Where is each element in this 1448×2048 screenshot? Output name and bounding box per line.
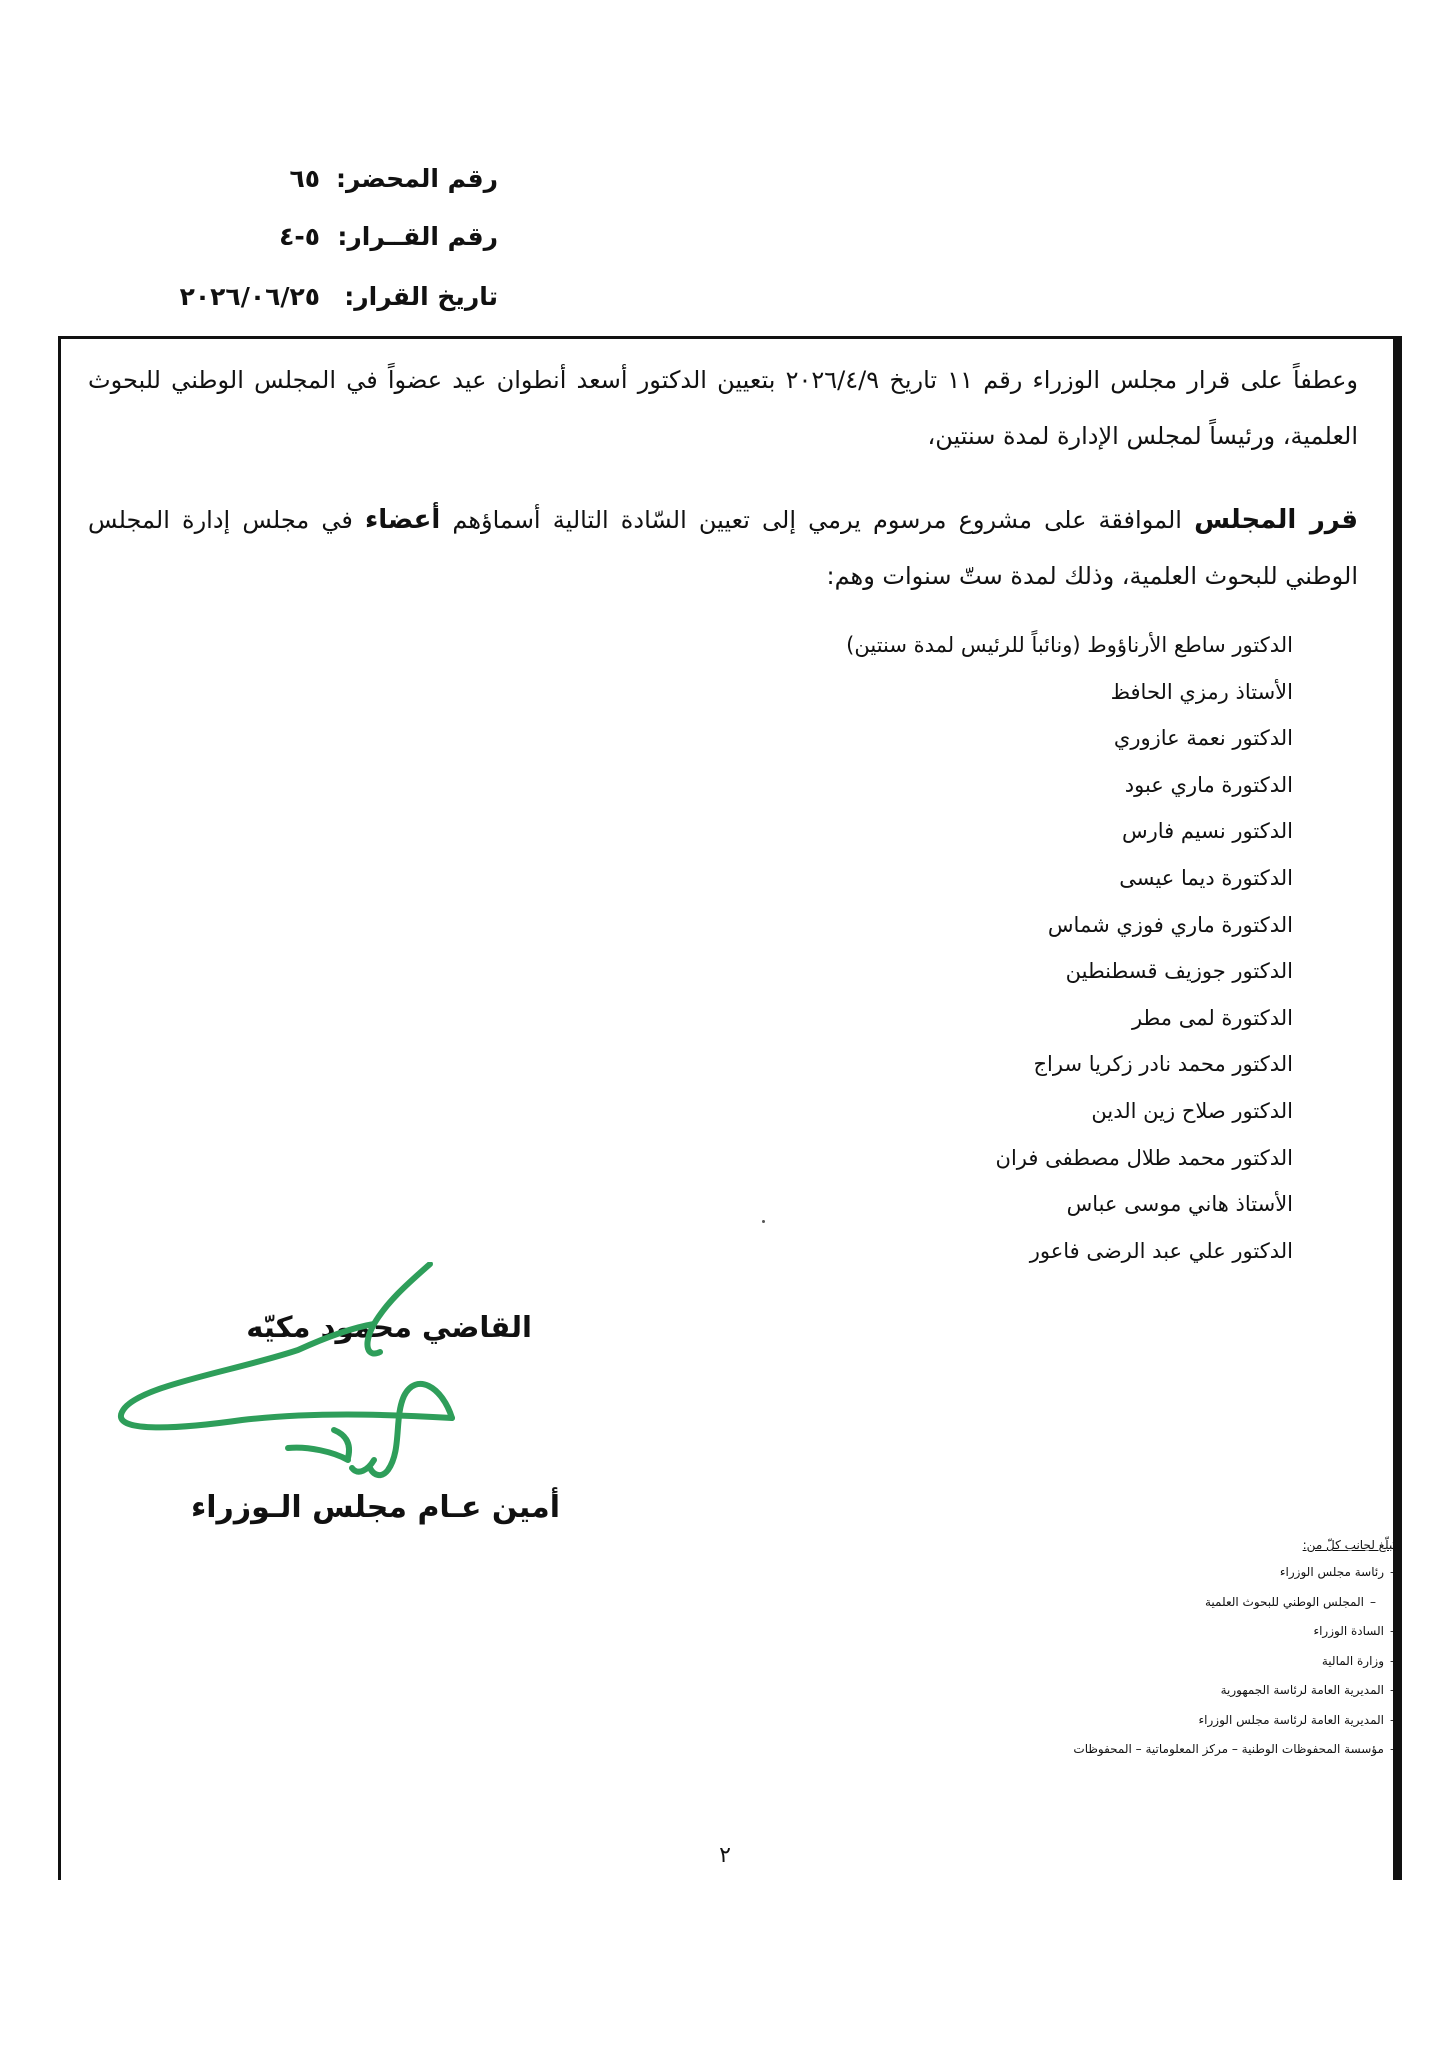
member-item: الدكتور جوزيف قسطنطين bbox=[1065, 959, 1293, 984]
member-item: الدكتور محمد نادر زكريا سراج bbox=[1033, 1052, 1293, 1077]
distribution-item-text: المديرية العامة لرئاسة الجمهورية bbox=[1220, 1683, 1384, 1697]
distribution-list bbox=[976, 1532, 1396, 1765]
member-item: الدكتور صلاح زين الدين bbox=[1091, 1098, 1293, 1123]
dash-glyph: – bbox=[1390, 1624, 1396, 1638]
dash-glyph: – bbox=[1390, 1683, 1396, 1697]
member-item: الدكتورة لمى مطر bbox=[1131, 1005, 1293, 1030]
recital-paragraph bbox=[88, 352, 1358, 464]
handwritten-signature bbox=[112, 1262, 552, 1482]
dash-glyph: – bbox=[1390, 1712, 1396, 1727]
decision-number-label: رقم القــرار: bbox=[337, 221, 498, 251]
member-item: الدكتور نعمة عازوري bbox=[1113, 726, 1293, 751]
member-item: الدكتور ساطع الأرناؤوط (ونائباً للرئيس لمدة سنتين) bbox=[846, 633, 1293, 657]
distribution-heading: يُبلّغ لجانب كلّ من: bbox=[1302, 1538, 1396, 1552]
signatory-name: القاضي محمود مكيّه bbox=[246, 1310, 532, 1344]
member-item: الدكتور نسيم فارس bbox=[1121, 819, 1293, 844]
member-item: الأستاذ هاني موسى عباس bbox=[1066, 1192, 1293, 1217]
distribution-item bbox=[976, 1735, 1396, 1765]
member-item: الدكتور محمد طلال مصطفى فران bbox=[995, 1145, 1293, 1170]
decision-date-row bbox=[98, 276, 498, 316]
distribution-item-text: مؤسسة المحفوظات الوطنية – مركز المعلوماتية – المحفوظات bbox=[1073, 1742, 1384, 1756]
decision-bold-word: أعضاء bbox=[364, 505, 441, 535]
distribution-item bbox=[976, 1588, 1396, 1618]
decision-text-part1: الموافقة على مشروع مرسوم يرمي إلى تعيين السّادة التالية أسماؤهم bbox=[440, 506, 1195, 534]
distribution-item-text: السادة الوزراء bbox=[1313, 1624, 1384, 1638]
decision-date-value: ٢٠٢٦/٠٦/٢٥ bbox=[179, 281, 320, 311]
minutes-number-value: ٦٥ bbox=[289, 163, 320, 193]
distribution-item-text: المجلس الوطني للبحوث العلمية bbox=[1205, 1594, 1364, 1609]
distribution-item bbox=[976, 1558, 1396, 1588]
dash-glyph: – bbox=[1390, 1565, 1396, 1579]
distribution-item-text: وزارة المالية bbox=[1321, 1653, 1384, 1668]
dash-glyph: – bbox=[1390, 1742, 1396, 1756]
decision-lead: قرر المجلس bbox=[1194, 505, 1358, 535]
dash-glyph: – bbox=[1390, 1653, 1396, 1668]
frame-top-border bbox=[58, 336, 1402, 339]
scan-speck bbox=[762, 1220, 765, 1223]
decision-text-part2: في مجلس إدارة المجلس الوطني للبحوث العلمية، وذلك لمدة ستّ سنوات وهم: bbox=[88, 506, 1358, 590]
member-item: الدكتورة ديما عيسى bbox=[1119, 865, 1293, 890]
distribution-item bbox=[976, 1706, 1396, 1736]
decision-number-value: ٥-٤ bbox=[279, 221, 320, 251]
member-item: الدكتورة ماري عبود bbox=[1124, 772, 1293, 797]
member-item: الدكتورة ماري فوزي شماس bbox=[1047, 912, 1293, 937]
decision-paragraph bbox=[88, 492, 1358, 604]
decision-number-row bbox=[98, 216, 498, 256]
decision-date-label: تاريخ القرار: bbox=[344, 281, 498, 311]
distribution-item-text: المديرية العامة لرئاسة مجلس الوزراء bbox=[1198, 1712, 1384, 1727]
distribution-item-text: رئاسة مجلس الوزراء bbox=[1279, 1565, 1384, 1579]
minutes-number-row bbox=[98, 158, 498, 198]
frame-left-border bbox=[58, 336, 61, 1880]
distribution-item bbox=[976, 1617, 1396, 1647]
distribution-item bbox=[976, 1676, 1396, 1706]
minutes-number-label: رقم المحضر: bbox=[336, 163, 498, 193]
member-item: الأستاذ رمزي الحافظ bbox=[1110, 679, 1293, 704]
page-number: ٢ bbox=[719, 1843, 731, 1868]
members-list bbox=[533, 622, 1293, 1274]
recital-text: وعطفاً على قرار مجلس الوزراء رقم ١١ تاريخ ٢٠٢٦/٤/٩ بتعيين الدكتور أسعد أنطوان عيد عضواً في المجلس الوطني للبحوث العلمية، ورئيساً لمجلس الإدارة لمدة سنتين، bbox=[88, 366, 1358, 450]
dash-glyph: – bbox=[1370, 1594, 1376, 1609]
signatory-title: أمين عـام مجلس الـوزراء bbox=[190, 1490, 560, 1525]
member-item: الدكتور علي عبد الرضى فاعور bbox=[1029, 1238, 1293, 1263]
distribution-item bbox=[976, 1647, 1396, 1677]
